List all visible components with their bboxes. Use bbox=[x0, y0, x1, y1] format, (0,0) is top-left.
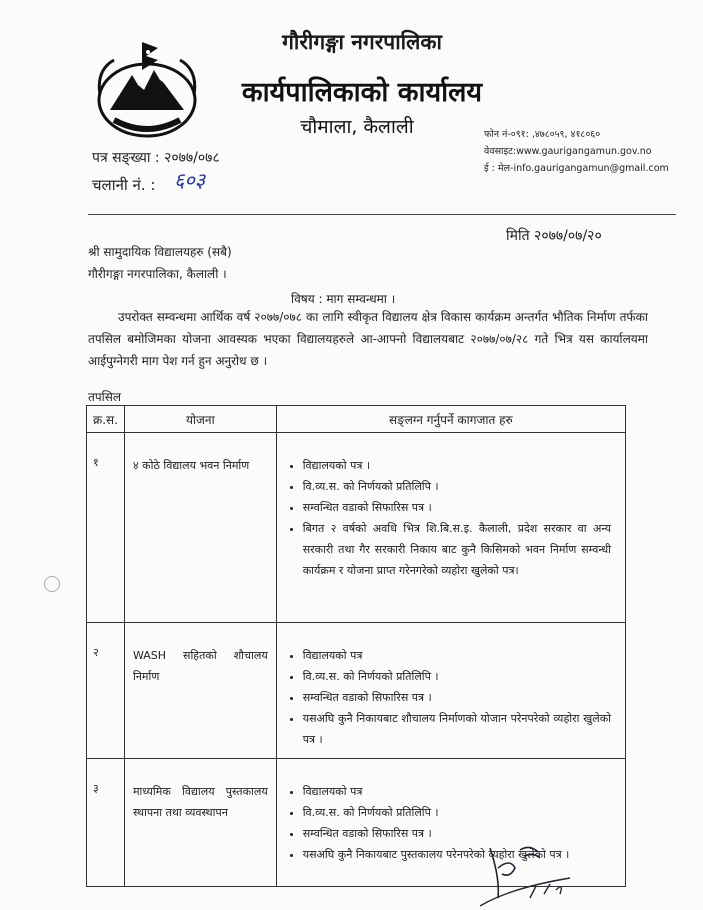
row-plan: ४ कोठे विद्यालय भवन निर्माण bbox=[124, 433, 276, 623]
details-label: तपसिल bbox=[88, 390, 122, 404]
row-documents bbox=[276, 623, 625, 759]
document-item: • यसअघि कुनै निकायबाट पुस्तकालय परेनपरेको व्यहोरा खुलेको पत्र । bbox=[303, 844, 611, 865]
document-item: • विद्यालयको पत्र bbox=[303, 781, 611, 802]
office-name: कार्यपालिकाको कार्यालय bbox=[241, 77, 483, 108]
row-plan: माध्यमिक विद्यालय पुस्तकालय स्थापना तथा व्यवस्थापन bbox=[124, 759, 276, 887]
document-item: • यसअघि कुनै निकायबाट शौचालय निर्माणको योजान परेनपरेको व्यहोरा खुलेको पत्र । bbox=[303, 708, 611, 750]
handwritten-signature-icon bbox=[460, 838, 580, 910]
document-item: • सम्वन्धित वडाको सिफारिस पत्र । bbox=[303, 823, 611, 844]
contact-block bbox=[484, 126, 669, 177]
document-item: • वि.व्य.स. को निर्णयको प्रतिलिपि । bbox=[303, 476, 611, 497]
row-serial: २ bbox=[87, 623, 125, 759]
punch-hole bbox=[44, 576, 60, 592]
phone-text: फोन नं-०९१: ,४७८०५९, ४१८०६० bbox=[484, 129, 601, 140]
email-text: ई : मेल-info.gaurigangamun@gmail.com bbox=[484, 163, 669, 174]
letter-number: पत्र सङ्ख्या : २०७७/०७८ bbox=[92, 150, 220, 166]
column-header-documents: सङ्लग्न गर्नुपर्ने कागजात हरु bbox=[276, 406, 625, 433]
recipient-line-2: गौरीगङ्गा नगरपालिका, कैलाली । bbox=[88, 267, 227, 281]
municipality-emblem-icon bbox=[92, 40, 202, 140]
letter-date: मिति २०७७/०७/२० bbox=[506, 228, 602, 244]
row-serial: १ bbox=[87, 433, 125, 623]
dispatch-number-label: चलानी नं. : bbox=[92, 176, 156, 194]
letter-subject: विषय : माग सम्वन्धमा । bbox=[291, 292, 396, 306]
office-location: चौमाला, कैलाली bbox=[300, 116, 414, 138]
document-item: • बिगत २ वर्षको अवधि भित्र शि.बि.स.इ. कैलाली, प्रदेश सरकार वा अन्य सरकारी तथा गैर सरकारी निकाय बाट कुनै किसिमको भवन निर्माण सम्वन्धी कार्यक्रम र योजना प्राप्त गरेनगरेको व्यहोरा खुलेको पत्र। bbox=[303, 518, 611, 581]
table-header-row bbox=[87, 406, 626, 433]
column-header-serial: क्र.स. bbox=[87, 406, 125, 433]
letter-body: उपरोक्त सम्वन्धमा आर्थिक वर्ष २०७७/०७८ का लागि स्वीकृत विद्यालय क्षेत्र विकास कार्यक्रम अन्तर्गत भौतिक निर्माण तर्फका तपसिल बमोजिमका योजना आवस्यक भएका विद्यालयहरुले आ-आफ्नो विद्यालयबाट २०७७/०७/२८ गते भित्र यस कार्यालयमा आईपुग्नेगरी माग पेश गर्न हुन अनुरोध छ । bbox=[88, 310, 648, 368]
document-item: • वि.व्य.स. को निर्णयको प्रतिलिपि । bbox=[303, 666, 611, 687]
document-item: • सम्वन्धित वडाको सिफारिस पत्र । bbox=[303, 687, 611, 708]
table-row bbox=[87, 433, 626, 623]
row-plan: WASH सहितको शौचालय निर्माण bbox=[124, 623, 276, 759]
website-text: वेवसाइट:www.gaurigangamun.gov.no bbox=[484, 146, 652, 157]
table-row bbox=[87, 623, 626, 759]
recipient-line-1: श्री सामुदायिक विद्यालयहरु (सबै) bbox=[88, 245, 232, 259]
document-item: • विद्यालयको पत्र । bbox=[303, 455, 611, 476]
document-item: • विद्यालयको पत्र bbox=[303, 645, 611, 666]
column-header-plan: योजना bbox=[124, 406, 276, 433]
municipality-name: गौरीगङ्गा नगरपालिका bbox=[282, 30, 442, 54]
requirements-table bbox=[86, 405, 626, 887]
dispatch-number-handwritten: ६०३ bbox=[174, 168, 206, 192]
row-serial: ३ bbox=[87, 759, 125, 887]
header-divider bbox=[88, 214, 676, 215]
row-documents bbox=[276, 433, 625, 623]
document-item: • सम्वन्धित वडाको सिफारिस पत्र । bbox=[303, 497, 611, 518]
document-item: • वि.व्य.स. को निर्णयको प्रतिलिपि । bbox=[303, 802, 611, 823]
